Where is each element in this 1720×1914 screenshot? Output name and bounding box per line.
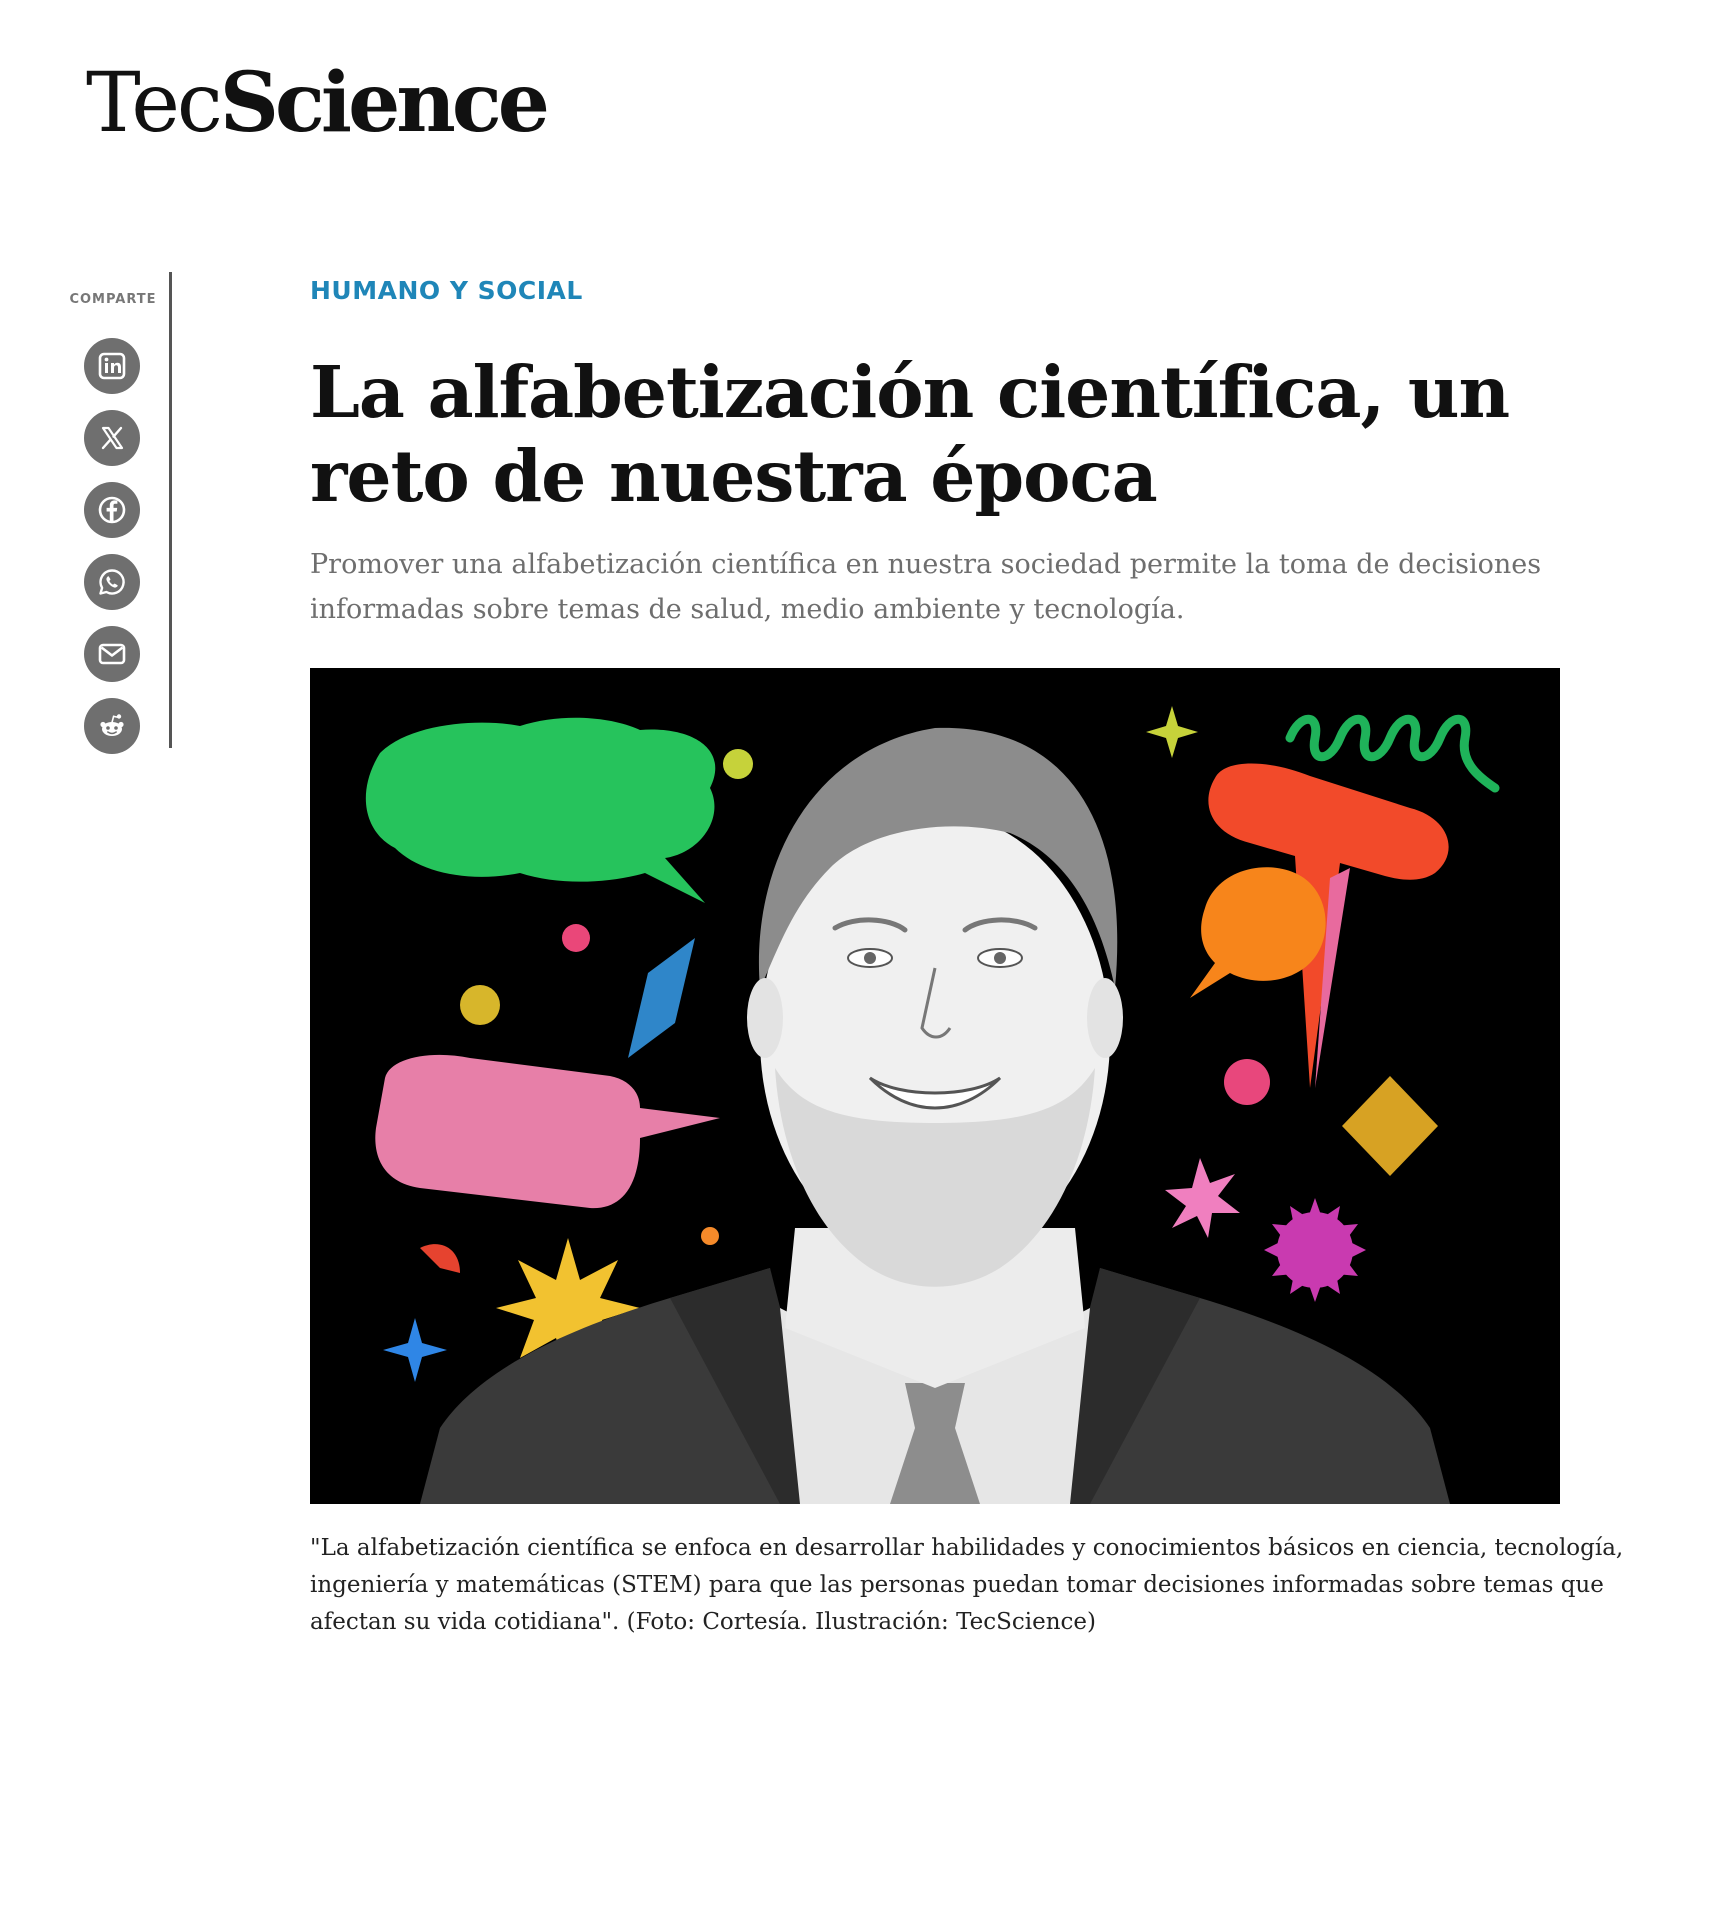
image-caption: "La alfabetización científica se enfoca en desarrollar habilidades y conocimientos básicos en ciencia, tecnología, ingeniería y matemáticas (STEM) para que las personas puedan tomar decisiones informadas sobre temas que afectan su vida cotidiana". (Foto: Cortesía. Ilustración: TecScience) bbox=[310, 1535, 1624, 1635]
share-x-button[interactable] bbox=[84, 410, 140, 466]
logo-text-bold: Science bbox=[219, 55, 546, 151]
x-icon bbox=[95, 421, 129, 455]
portrait-illustration bbox=[310, 668, 1560, 1504]
share-label: COMPARTE bbox=[69, 292, 157, 307]
linkedin-icon bbox=[95, 349, 129, 383]
pink-dot-left bbox=[562, 924, 590, 952]
category-link[interactable]: HUMANO Y SOCIAL bbox=[310, 276, 583, 305]
email-icon bbox=[95, 637, 129, 671]
pink-dot-right bbox=[1224, 1059, 1270, 1105]
share-linkedin-button[interactable] bbox=[84, 338, 140, 394]
article-title: La alfabetización científica, un reto de nuestra época bbox=[310, 350, 1510, 518]
yellow-dot bbox=[723, 749, 753, 779]
share-email-button[interactable] bbox=[84, 626, 140, 682]
share-facebook-button[interactable] bbox=[84, 482, 140, 538]
hero-illustration bbox=[310, 668, 1560, 1504]
article-subtitle: Promover una alfabetización científica en nuestra sociedad permite la toma de decisiones informadas sobre temas de salud, medio ambiente y tecnología. bbox=[310, 549, 1542, 625]
share-reddit-button[interactable] bbox=[84, 698, 140, 754]
site-logo[interactable] bbox=[86, 55, 546, 152]
share-sidebar bbox=[58, 272, 174, 748]
share-divider bbox=[169, 272, 172, 748]
whatsapp-icon bbox=[95, 565, 129, 599]
facebook-icon bbox=[95, 493, 129, 527]
orange-dot bbox=[701, 1227, 719, 1245]
reddit-icon bbox=[95, 709, 129, 743]
logo-text-light: Tec bbox=[86, 56, 220, 151]
share-whatsapp-button[interactable] bbox=[84, 554, 140, 610]
yellow-dot-left bbox=[460, 985, 500, 1025]
